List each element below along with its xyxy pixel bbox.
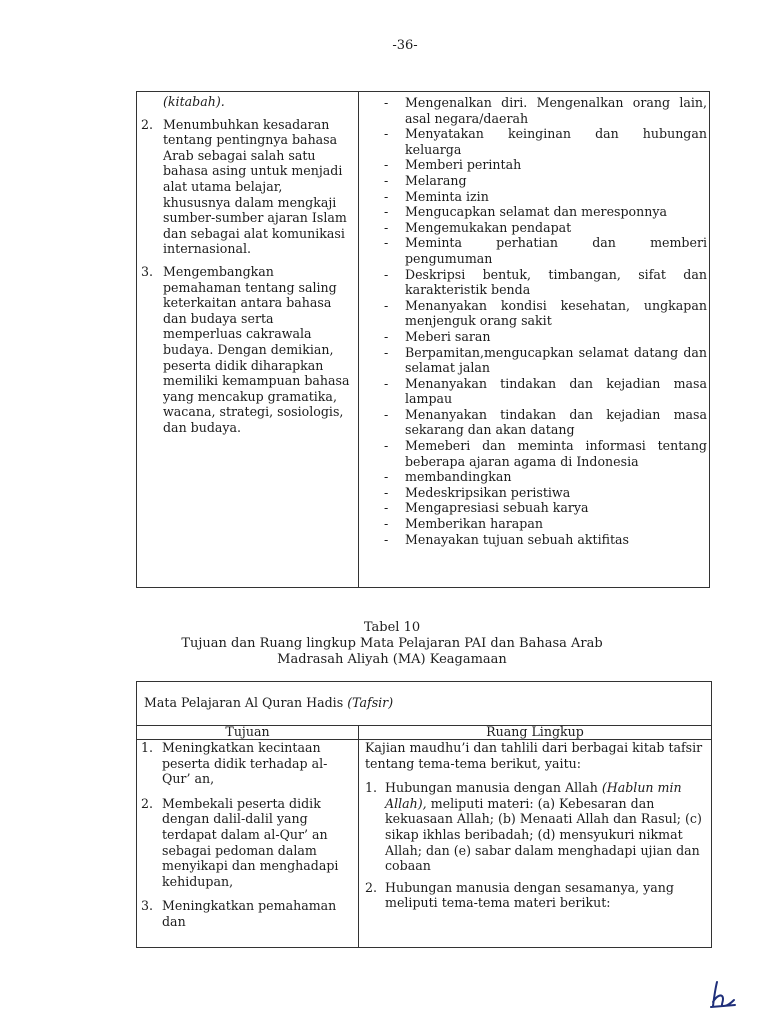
scope-column <box>384 95 707 547</box>
item-text: Mengembangkan pemahaman tentang saling keterkaitan antara bahasa dan budaya serta memperluas cakrawala budaya. Dengan demikian, peserta didik diharapkan memiliki kemampuan bahasa yang mencakup gramatika, wacana, strategi, sosiologis, dan budaya. <box>163 263 350 435</box>
item-text: Menyatakan keinginan dan hubungan keluarga <box>405 126 707 157</box>
bullet-dash: - <box>384 469 389 485</box>
bullet-dash: - <box>384 344 389 360</box>
item-text-after: meliputi materi: (a) Kebesaran dan kekuasaan Allah; (b) Menaati Allah dan Rasul; (c) sikap ikhlas beribadah; (d) mensyukuri nikmat Allah; dan (e) sabar dalam menghadapi ujian dan cobaan <box>385 795 702 874</box>
item-number: 1. <box>141 740 154 755</box>
bullet-dash: - <box>384 531 389 547</box>
bullet-dash: - <box>384 219 389 235</box>
scope-item <box>384 329 707 345</box>
item-number: 1. <box>365 780 378 796</box>
item-text: Meberi saran <box>405 328 491 344</box>
bullet-dash: - <box>384 95 389 110</box>
item-text-italic: (Hablun min Allah), <box>385 780 682 811</box>
item-text: Menumbuhkan kesadaran tentang pentingnya bahasa Arab sebagai salah satu bahasa asing untuk menjadi alat utama belajar, khususnya dalam mengkaji sumber-sumber ajaran Islam dan sebagai alat komunikasi internasional. <box>163 116 347 257</box>
bullet-dash: - <box>384 188 389 204</box>
item-text: Mengenalkan diri. Mengenalkan orang lain, asal negara/daerah <box>405 95 707 126</box>
scope-item <box>384 173 707 189</box>
item-number: 3. <box>141 263 154 279</box>
item-text: Memeberi dan meminta informasi tentang beberapa ajaran agama di Indonesia <box>405 438 707 469</box>
item-text: Menanyakan tindakan dan kejadian masa sekarang dan akan datang <box>405 406 707 438</box>
item-text: Meminta perhatian dan memberi pengumuman <box>405 235 707 266</box>
header-ruang-lingkup: Ruang Lingkup <box>486 724 584 739</box>
item-text: Mengapresiasi sebuah karya <box>405 500 589 516</box>
objective-item <box>141 796 355 890</box>
item-text: Melarang <box>405 172 467 188</box>
bullet-dash: - <box>384 500 389 516</box>
scope-item <box>384 95 707 126</box>
scope-item <box>384 345 707 376</box>
subject-title: Mata Pelajaran Al Quran Hadis (Tafsir) <box>144 695 394 710</box>
objective-item <box>141 898 355 929</box>
item-number: 3. <box>141 898 154 914</box>
item-text: Memberi perintah <box>405 157 522 173</box>
scope-item <box>384 157 707 173</box>
item-text: Medeskripsikan peristiwa <box>405 484 571 500</box>
item-text: Mengucapkan selamat dan meresponnya <box>405 204 667 220</box>
scope-item <box>384 267 707 298</box>
bullet-dash: - <box>384 297 389 313</box>
scope-item <box>384 235 707 266</box>
table-caption-title: Tujuan dan Ruang lingkup Mata Pelajaran PAI dan Bahasa Arab <box>181 636 603 651</box>
column-divider <box>358 725 359 947</box>
item-text: Meningkatkan pemahaman dan <box>162 898 337 929</box>
bullet-dash: - <box>384 235 389 251</box>
bullet-dash: - <box>384 375 389 391</box>
bullet-dash: - <box>384 204 389 220</box>
item-text: Menayakan tujuan sebuah aktifitas <box>405 531 630 547</box>
item-text: Menanyakan tindakan dan kejadian masa lampau <box>405 375 707 407</box>
bullet-dash: - <box>384 172 389 188</box>
item-text: Mengemukakan pendapat <box>405 219 572 235</box>
scope-item <box>384 189 707 205</box>
scope-item <box>384 204 707 220</box>
item-text: membandingkan <box>405 469 512 485</box>
objectives-column <box>141 740 355 939</box>
bullet-dash: - <box>384 484 389 500</box>
scope-item <box>365 780 705 874</box>
scope-item <box>384 407 707 438</box>
scope-intro: Kajian maudhu’i dan tahlili dari berbagai kitab tafsir tentang tema-tema berikut, yaitu: <box>365 740 703 771</box>
objective-item <box>141 264 353 436</box>
item-text: Meminta izin <box>405 188 489 204</box>
bullet-dash: - <box>384 516 389 532</box>
table-caption-subtitle: Madrasah Aliyah (MA) Keagamaan <box>277 652 507 667</box>
item-text: Hubungan manusia dengan sesamanya, yang meliputi tema-tema materi berikut: <box>385 879 674 911</box>
objectives-column <box>141 94 353 435</box>
bullet-dash: - <box>384 328 389 344</box>
scope-item <box>384 469 707 485</box>
scope-item <box>384 220 707 236</box>
item-text: Berpamitan,mengucapkan selamat datang dan selamat jalan <box>405 344 707 376</box>
table-language-competencies <box>136 91 710 588</box>
item-text-before: Hubungan manusia dengan Allah <box>385 780 602 796</box>
item-text: Menanyakan kondisi kesehatan, ungkapan menjenguk orang sakit <box>405 297 707 329</box>
item-text: Meningkatkan kecintaan peserta didik terhadap al-Qur’ an, <box>162 740 328 787</box>
table-caption-number: Tabel 10 <box>363 620 421 635</box>
scope-item <box>384 532 707 548</box>
item-text: Membekali peserta didik dengan dalil-dalil yang terdapat dalam al-Qur’ an sebagai pedoman dalam menyikapi dan menghadapi kehidupan, <box>162 795 339 889</box>
bullet-dash: - <box>384 438 389 454</box>
bullet-dash: - <box>384 157 389 173</box>
scope-item <box>384 438 707 469</box>
objective-item <box>141 117 353 257</box>
item-number: 2. <box>365 879 378 895</box>
header-tujuan: Tujuan <box>225 724 270 739</box>
bullet-dash: - <box>384 406 389 422</box>
scope-item <box>384 126 707 157</box>
signature-initial <box>708 978 738 1010</box>
item-text: Memberikan harapan <box>405 516 543 532</box>
scope-item <box>384 485 707 501</box>
bullet-dash: - <box>384 266 389 282</box>
scope-item <box>384 298 707 329</box>
scope-item <box>384 376 707 407</box>
scope-item <box>365 880 705 911</box>
table-quran-hadis <box>136 681 712 948</box>
item-text: Deskripsi bentuk, timbangan, sifat dan karakteristik benda <box>405 266 707 298</box>
bullet-dash: - <box>384 126 389 142</box>
objective-continuation: (kitabah). <box>163 94 225 109</box>
item-number: 2. <box>141 795 154 811</box>
scope-item <box>384 516 707 532</box>
page-number: -36- <box>392 38 418 53</box>
objective-item <box>141 740 355 787</box>
scope-column <box>365 740 705 917</box>
column-divider <box>358 92 359 587</box>
scope-item <box>384 500 707 516</box>
item-number: 2. <box>141 116 154 132</box>
